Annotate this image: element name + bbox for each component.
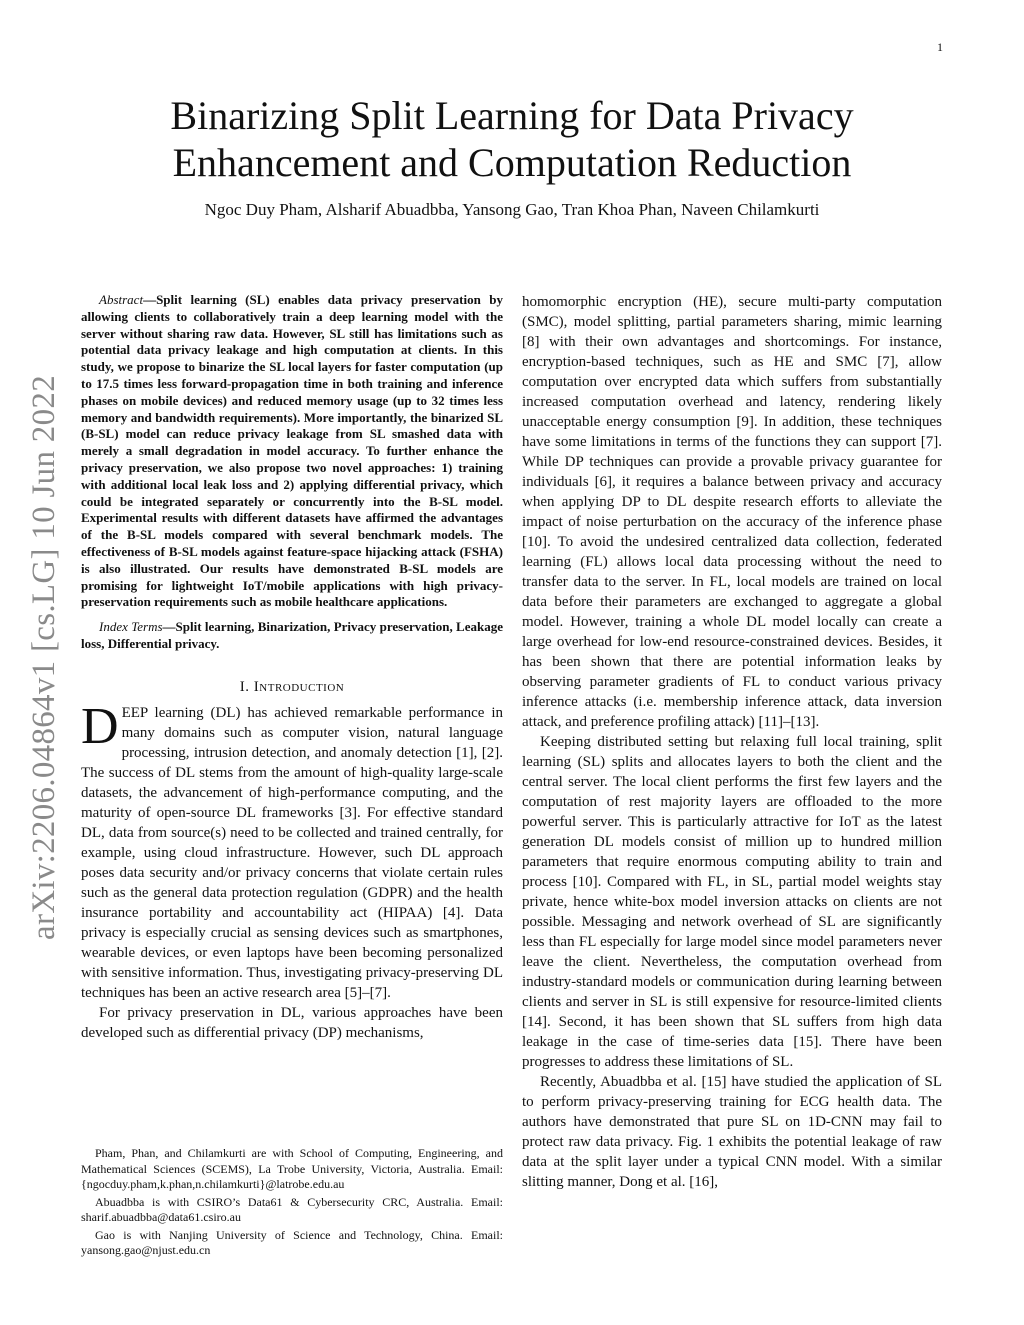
right-column <box>522 292 942 1192</box>
title-line-1: Binarizing Split Learning for Data Privacy <box>170 93 854 138</box>
right-paragraph-1: homomorphic encryption (HE), secure multi-party computation (SMC), model splitting, partial parameters sharing, mimic learning [8] with their own advantages and shortcomings. For instance, encryption-based techniques, such as HE and SMC [7], allow computation over encrypted data which suffers from substantially increased computation overhead and latency, rendering likely unacceptable energy consumption [9]. In addition, these techniques have some limitations in terms of the functions they can support [7]. While DP techniques can provide a provable privacy guarantee for individuals [6], it requires a balance between privacy and accuracy when applying DP to DL despite research efforts to alleviate the impact of noise perturbation on the accuracy of the inference phase [10]. To avoid the undesired centralized data collection, federated learning (FL) allows local data processing without the need to transfer data to the server. In FL, local models are trained on local data before their parameters are exchanged to aggregate a global model. However, training a whole DL model locally can create a large overhead for low-end resource-constrained devices. Besides, it has been shown that there are potential information leaks by observing parameter gradients of FL to conduct various privacy inference attacks (i.e. membership inference attack, data inversion attack, and preference profiling attack) [11]–[13]. <box>522 294 942 730</box>
intro-paragraph-2: For privacy preservation in DL, various approaches have been developed such as differential privacy (DP) mechanisms, <box>81 1004 503 1041</box>
section-title: Introduction <box>253 678 345 695</box>
paper-title <box>100 92 924 186</box>
index-terms-label: Index Terms <box>99 619 163 635</box>
section-heading-introduction <box>81 677 503 697</box>
footnote-affiliation-1: Pham, Phan, and Chilamkurti are with School of Computing, Engineering, and Mathematical Sciences (SCEMS), La Trobe University, Victoria, Australia. Email: {ngocduy.pham,k.phan,n.chilamkurti}@latrobe.edu.au <box>81 1146 503 1191</box>
intro-paragraph-1-text: EEP learning (DL) has achieved remarkable performance in many domains such as computer vision, natural language processing, intrusion detection, and anomaly detection [1], [2]. The success of DL stems from the amount of high-quality large-scale datasets, the advancement of high-performance computing, and the maturity of open-source DL frameworks [3]. For effective standard DL, data from source(s) need to be collected and trained centrally, for example, using cloud infrastructure. However, such DL approach poses data security and/or privacy concerns that violate certain rules such as the general data protection regulation (GDPR) and the health insurance portability and accountability act (HIPAA) [4]. Data privacy is especially crucial as sensing devices such as smartphones, wearable devices, or even laptops have been becoming personalized with sensitive information. Thus, investigating privacy-preserving DL techniques has been an active research area [5]–[7]. <box>81 704 503 1001</box>
left-column <box>81 292 503 1043</box>
right-paragraph-2: Keeping distributed setting but relaxing full local training, split learning (SL) splits and allocates layers to both the client and the central server. The local client performs the first few layers and the computation of rest majority layers are offloaded to the more powerful server. This is particularly attractive for IoT as the latest generation DL models consist of million up to hundred million parameters that require enormous computing ability to train and process [10]. Compared with FL, in SL, partial model weights stay private, hence white-box model inversion attacks on clients are not possible. Messaging and network overhead of SL are significantly less than FL especially for large model since model parameters never leave the client. Nevertheless, the computation overhead from industry-standard models or communication during learning between clients and server in SL is still expensive for resource-limited clients [14]. Second, it has been shown that SL suffers from high data leakage in the case of time-series data [15]. There have been progresses to address these limitations of SL. <box>522 734 942 1070</box>
right-paragraph-3: Recently, Abuadbba et al. [15] have studied the application of SL to perform privacy-preserving training for ECG health data. The authors have demonstrated that pure SL on 1D-CNN may fail to protect raw data privacy. Fig. 1 exhibits the potential leakage of raw data at the split layer under a typical CNN model. With a similar slitting manner, Dong et al. [16], <box>522 1074 942 1190</box>
index-terms <box>81 619 503 653</box>
abstract-text: —Split learning (SL) enables data privacy preservation by allowing clients to collaboratively train a deep learning model with the server without sharing raw data. However, SL still has limitations such as potential data privacy leakage and high computation at clients. In this study, we propose to binarize the SL local layers for faster computation (up to 17.5 times less forward-propagation time in both training and inference phases on mobile devices) and reduced memory usage (up to 32 times less memory and bandwidth requirements). More importantly, the binarized SL (B-SL) model can reduce privacy leakage from SL smashed data with merely a small degradation in model accuracy. To further enhance the privacy preservation, we also propose two novel approaches: 1) training with additional local leak loss and 2) applying differential privacy, which could be integrated separately or concurrently into the B-SL model. Experimental results with different datasets have affirmed the advantages of the B-SL models compared with several benchmark models. The effectiveness of B-SL models against feature-space hijacking attack (FSHA) is also illustrated. Our results have demonstrated B-SL models are promising for lightweight IoT/mobile applications with high privacy-preservation requirements such as mobile healthcare applications. <box>81 292 503 610</box>
title-line-2: Enhancement and Computation Reduction <box>172 140 852 185</box>
footnote-affiliation-2: Abuadbba is with CSIRO’s Data61 & Cybersecurity CRC, Australia. Email: sharif.abuadbba@data61.csiro.au <box>81 1194 503 1224</box>
abstract-label: Abstract <box>99 292 144 307</box>
author-list: Ngoc Duy Pham, Alsharif Abuadbba, Yansong Gao, Tran Khoa Phan, Naveen Chilamkurti <box>204 200 820 219</box>
intro-paragraph-1 <box>81 697 503 1003</box>
section-number: I. <box>239 678 250 695</box>
footnote-affiliation-3: Gao is with Nanjing University of Science and Technology, China. Email: yansong.gao@njust.edu.cn <box>81 1227 503 1257</box>
dropcap-letter: D <box>81 697 119 755</box>
abstract <box>81 292 503 611</box>
footnotes <box>81 1146 503 1261</box>
arxiv-identifier-stamp: arXiv:2206.04864v1 [cs.LG] 10 Jun 2022 <box>26 374 62 940</box>
index-terms-text: —Split learning, Binarization, Privacy preservation, Leakage loss, Differential privacy. <box>81 619 503 651</box>
page-number: 1 <box>937 40 943 54</box>
